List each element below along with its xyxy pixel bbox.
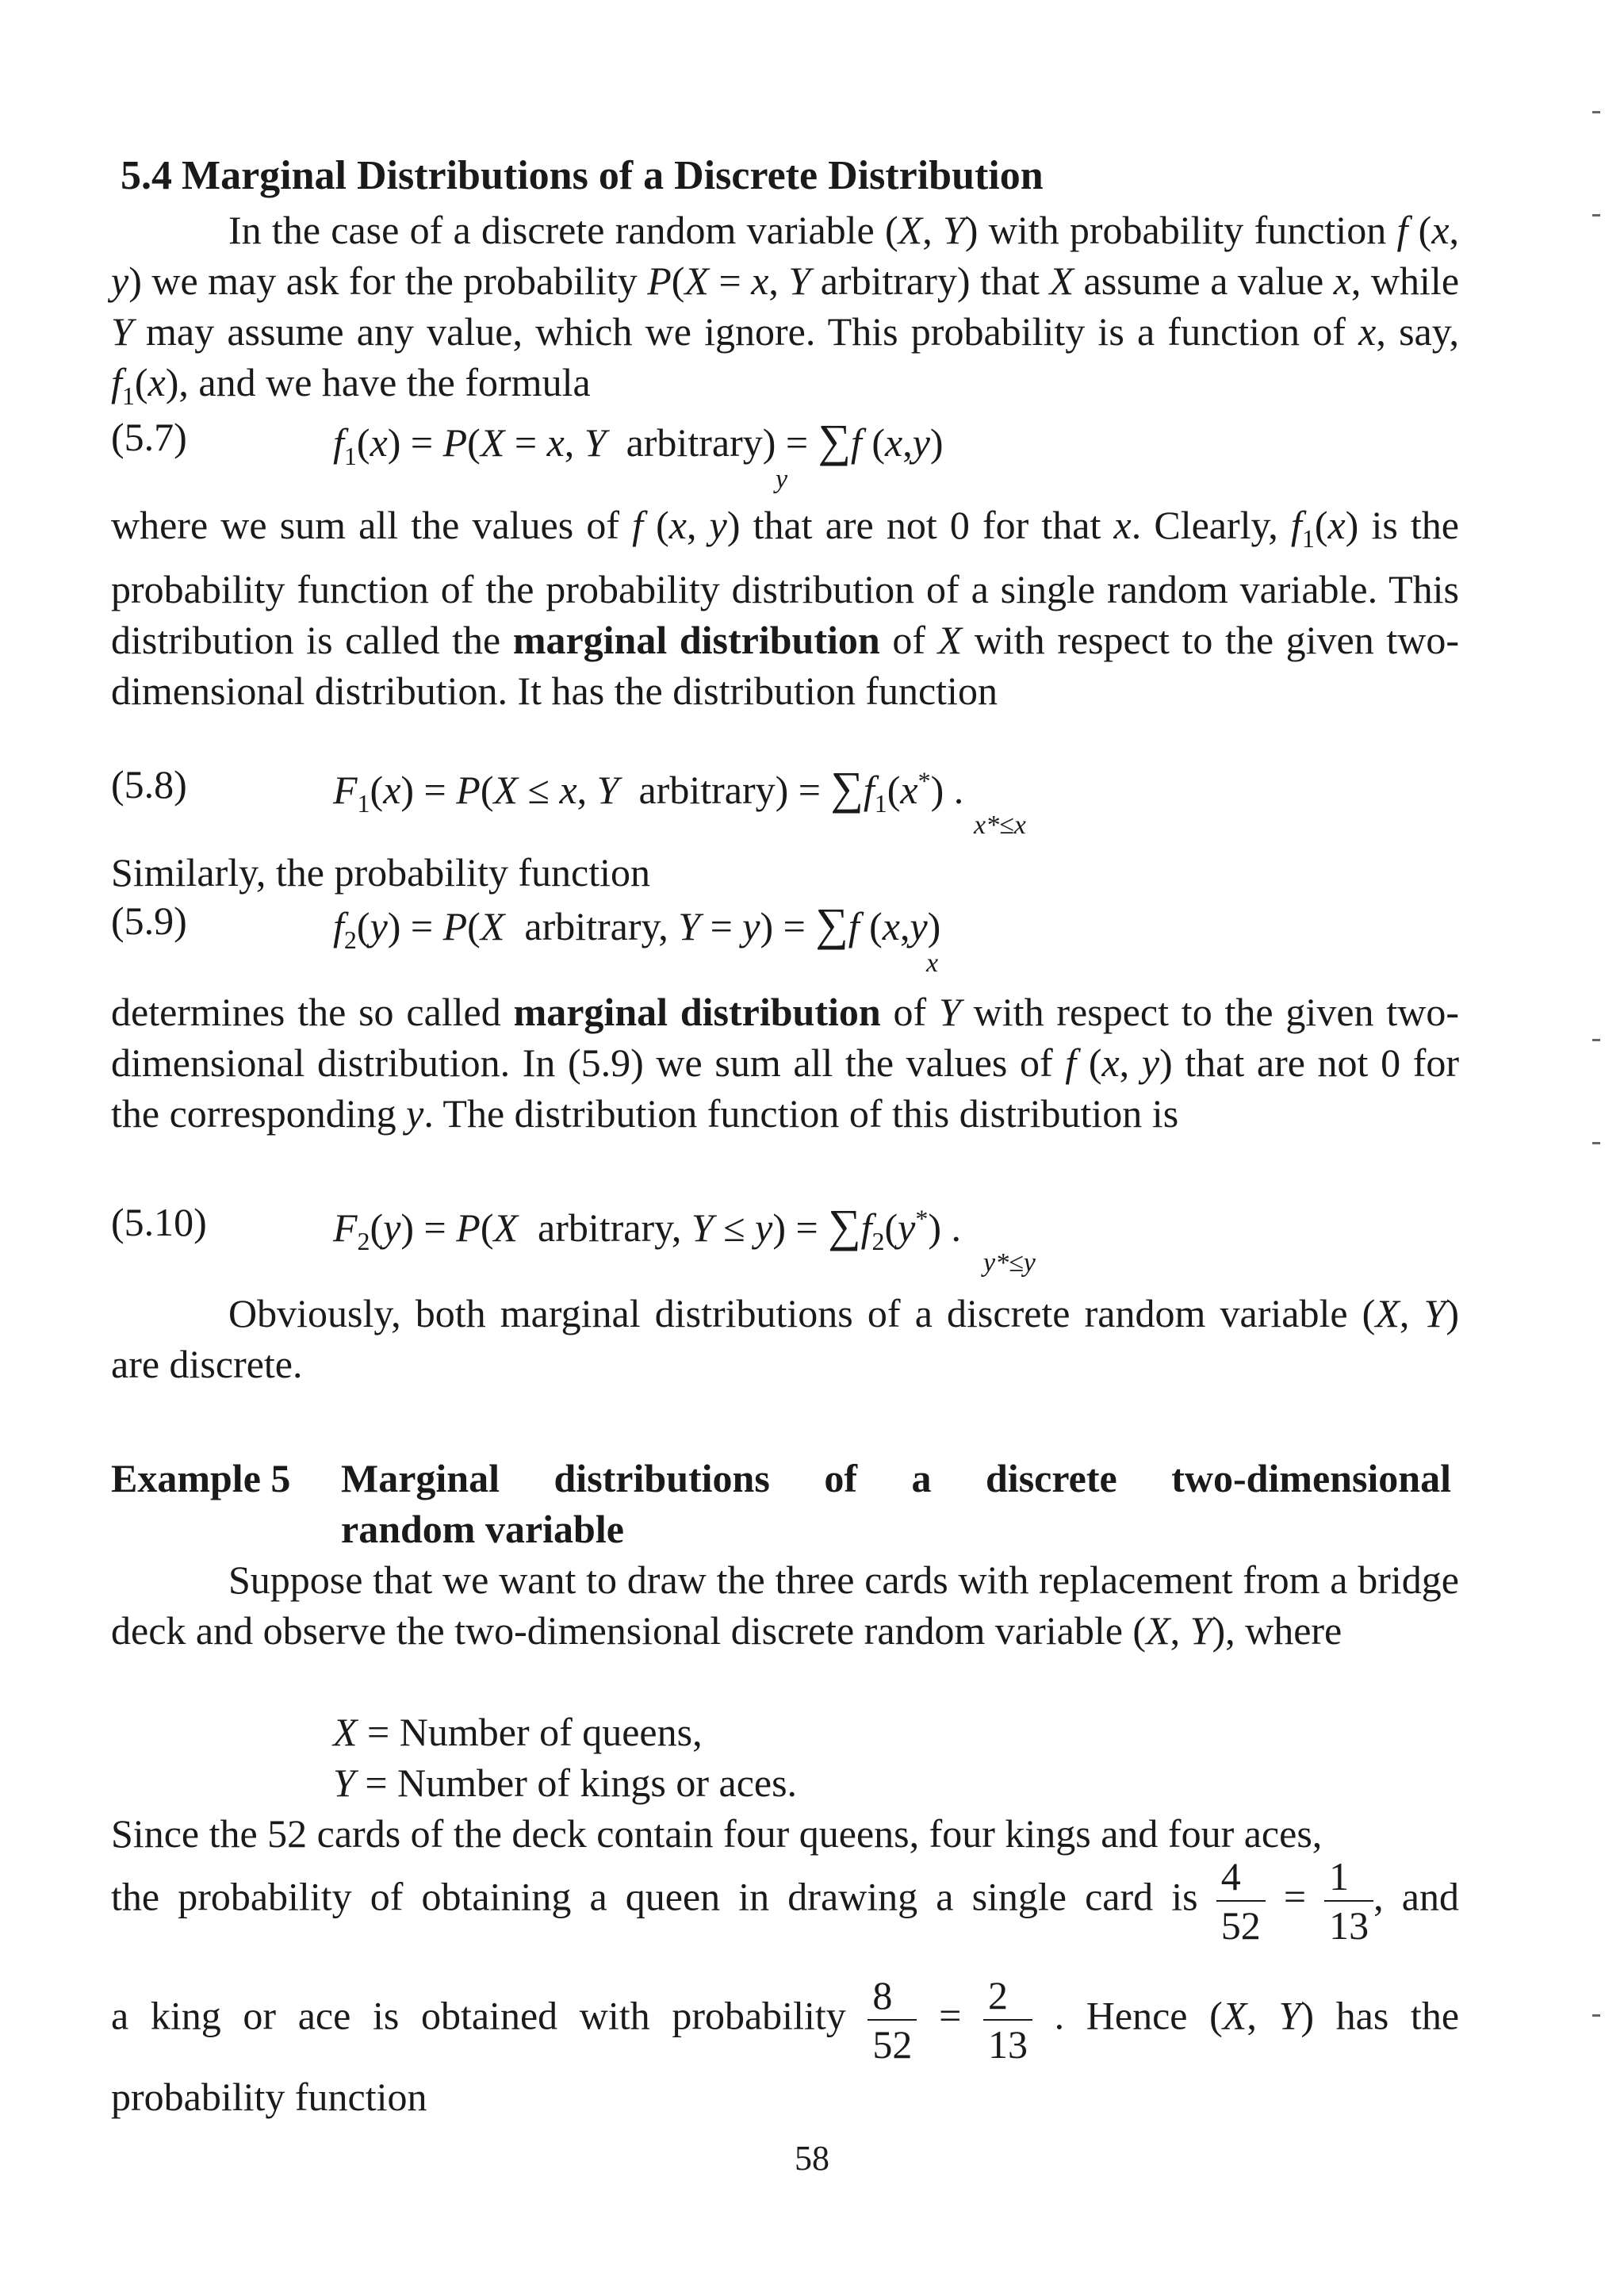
paragraph-similarly: Similarly, the probability function <box>111 850 650 895</box>
equation-5-10 <box>111 1199 1459 1278</box>
example-label: Example 5 <box>111 1456 291 1500</box>
paragraph-marginal-y: determines the so called marginal distribution of Y with respect to the given two-dimensional distribution. In (5.9) we sum all the values of f (x, y) that are not 0 for the corresponding y. The distribution function of this distribution is <box>111 990 1459 1136</box>
example-paragraph: Suppose that we want to draw the three cards with replacement from a bridge deck and observe the two-dimensional discrete random variable (X, Y), where <box>111 1558 1459 1653</box>
equation-number: (5.8) <box>111 762 187 807</box>
paragraph-marginal-x: where we sum all the values of f (x, y) that are not 0 for that x. Clearly, $f_1(x)$ is the probability function of the probability distribution of a single random variable. This distribution is called the marginal distribution of X with respect to the given two-dimensional distribution. It has the distribution function <box>111 503 1460 713</box>
page-number: 58 <box>795 2139 829 2178</box>
intro-paragraph: In the case of a discrete random variable (X, Y) with probability function f (x, y) we may ask for the probability P(X = x, Y arbitrary) that X assume a value x, while Y may assume any value, which we ignore. This probability is a function of x, say, $f_1(x)$, and we have the formula <box>111 208 1460 410</box>
equation-body: $f_1(x) = P(X = x$, Y arbitrary) = ∑f (x,y) <box>333 415 944 470</box>
scan-mark <box>1592 214 1600 216</box>
equation-body: $F_2(y) = P(X$ arbitrary, $Y \le y) = \sum f_2(y^*)$ . <box>333 1200 961 1255</box>
paragraph-king-probability: a king or ace is obtained with probability $\frac{8}{52}$ = $\frac{2}{13}$ . Hence (X, Y) has the <box>111 1973 1460 2067</box>
equation-5-8 <box>111 761 1459 840</box>
closing-line: probability function <box>111 2075 427 2119</box>
example-title-line2: random variable <box>341 1507 624 1551</box>
example-heading <box>111 1453 1459 1554</box>
fraction: $\frac{2}{13}$ <box>983 1971 1032 2068</box>
section-title: Marginal Distributions of a Discrete Distribution <box>182 153 1044 198</box>
definition-y-text: Number of kings or aces. <box>397 1761 798 1805</box>
paragraph-obviously: Obviously, both marginal distributions of a discrete random variable (X, Y) are discrete. <box>111 1291 1459 1386</box>
definition-x-text: Number of queens, <box>399 1710 703 1754</box>
equation-number: (5.7) <box>111 415 187 459</box>
definition-y: Y = Number of kings or aces. <box>333 1761 798 1805</box>
fraction: $\frac{1}{13}$ <box>1324 1853 1373 1949</box>
equation-body: $F_1(x) = P(X \le x$, Y arbitrary) = $\sum f_1(x^*)$ . <box>333 762 964 818</box>
summation-index: y*≤y <box>983 1248 1036 1278</box>
equation-number: (5.10) <box>111 1200 207 1244</box>
equation-number: (5.9) <box>111 899 187 943</box>
fraction: $\frac{4}{52}$ <box>1216 1853 1266 1949</box>
section-number: 5.4 <box>121 153 172 198</box>
summation-index: y <box>776 465 788 494</box>
fraction: $\frac{8}{52}$ <box>868 1971 917 2068</box>
scan-mark <box>1592 1142 1600 1144</box>
equation-body: $f_2(y) = P(X$ arbitrary, Y = y) = ∑f (x,y) <box>333 899 941 954</box>
summation-index: x*≤x <box>974 810 1026 840</box>
section-heading <box>121 152 1044 199</box>
scan-mark <box>1592 1039 1600 1041</box>
scan-mark <box>1592 111 1600 113</box>
equation-5-7 <box>111 414 1459 494</box>
paragraph-queen-probability: the probability of obtaining a queen in drawing a single card is $\frac{4}{52}$ = $\frac{1}{13}$ , and <box>111 1854 1459 1948</box>
scan-mark <box>1592 2014 1600 2017</box>
definition-x: X = Number of queens, <box>333 1710 703 1754</box>
example-title-line1: Marginal distributions of a discrete two-dimensional <box>341 1456 1451 1500</box>
equation-5-9 <box>111 898 1459 978</box>
paragraph-deck: Since the 52 cards of the deck contain four queens, four kings and four aces, <box>111 1811 1323 1856</box>
summation-index: x <box>926 948 939 978</box>
